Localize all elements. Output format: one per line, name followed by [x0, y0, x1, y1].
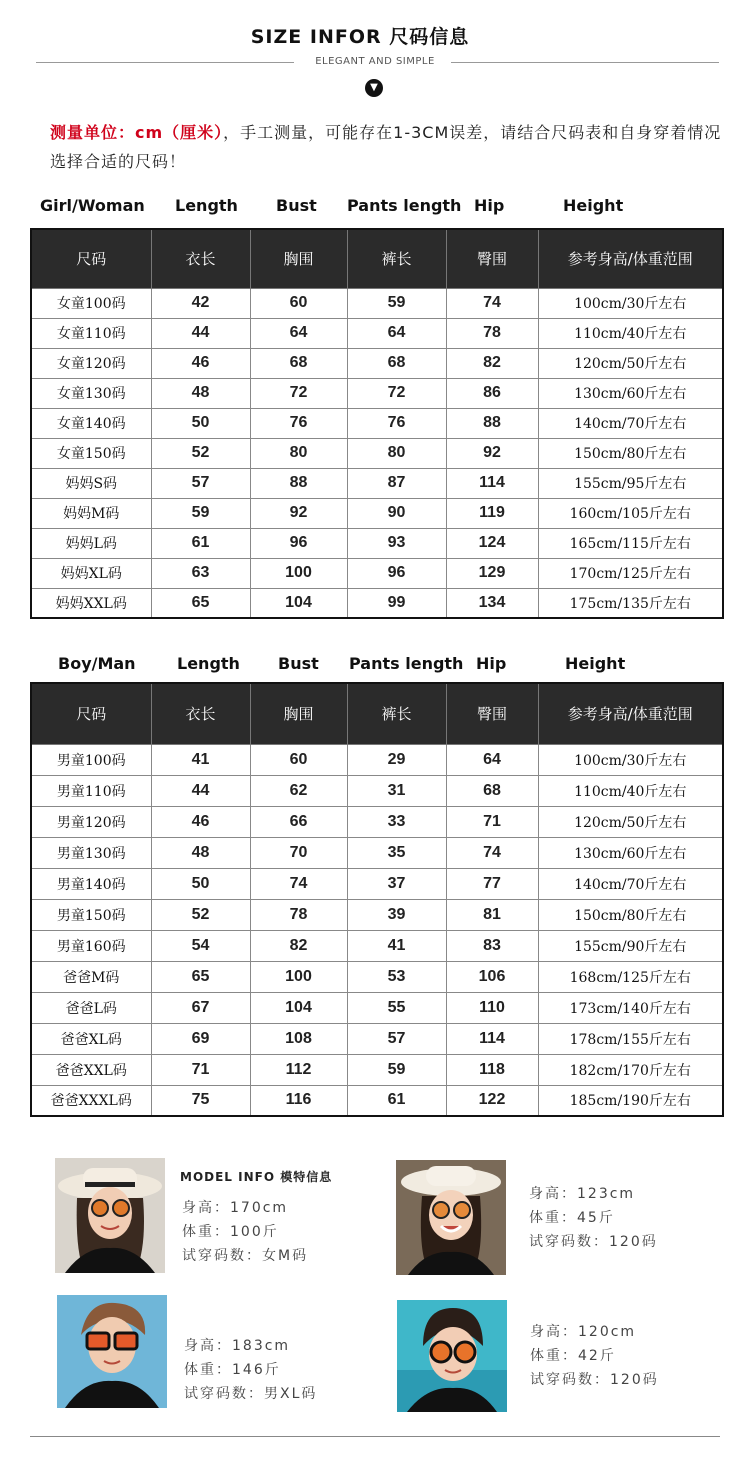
model-photo-man [57, 1295, 167, 1408]
measurement-cell: 71 [446, 806, 538, 837]
page-subtitle: ELEGANT AND SIMPLE [315, 56, 435, 67]
size-cell: 爸爸L码 [31, 992, 151, 1023]
measurement-cell: 42 [151, 288, 250, 318]
girl-label-bust: Bust [276, 196, 317, 215]
measurement-cell: 59 [151, 498, 250, 528]
measurement-cell: 92 [250, 498, 347, 528]
table-header-row [31, 683, 723, 744]
measurement-cell: 100 [250, 961, 347, 992]
size-cell: 爸爸XL码 [31, 1023, 151, 1054]
measurement-cell: 74 [446, 837, 538, 868]
boy-label-height: Height [565, 654, 626, 673]
reference-cell: 140cm/70斤左右 [538, 868, 723, 899]
measurement-cell: 76 [250, 408, 347, 438]
measurement-cell: 44 [151, 318, 250, 348]
column-header: 衣长 [151, 683, 250, 744]
reference-cell: 130cm/60斤左右 [538, 378, 723, 408]
table-row [31, 408, 723, 438]
table-row [31, 775, 723, 806]
size-cell: 妈妈M码 [31, 498, 151, 528]
boy-label-category: Boy/Man [58, 654, 136, 673]
measurement-cell: 82 [250, 930, 347, 961]
column-header: 衣长 [151, 229, 250, 288]
reference-cell: 150cm/80斤左右 [538, 899, 723, 930]
table-row [31, 468, 723, 498]
measurement-cell: 44 [151, 775, 250, 806]
size-cell: 女童150码 [31, 438, 151, 468]
column-header: 裤长 [347, 229, 446, 288]
size-cell: 女童140码 [31, 408, 151, 438]
column-header: 参考身高/体重范围 [538, 229, 723, 288]
reference-cell: 165cm/115斤左右 [538, 528, 723, 558]
measurement-cell: 81 [446, 899, 538, 930]
measurement-cell: 48 [151, 837, 250, 868]
measurement-cell: 66 [250, 806, 347, 837]
measurement-cell: 55 [347, 992, 446, 1023]
reference-cell: 185cm/190斤左右 [538, 1085, 723, 1116]
reference-cell: 160cm/105斤左右 [538, 498, 723, 528]
measurement-cell: 64 [347, 318, 446, 348]
size-cell: 妈妈XL码 [31, 558, 151, 588]
measurement-cell: 41 [151, 744, 250, 775]
column-header: 胸围 [250, 683, 347, 744]
measurement-cell: 39 [347, 899, 446, 930]
measurement-cell: 29 [347, 744, 446, 775]
size-cell: 爸爸M码 [31, 961, 151, 992]
measurement-cell: 99 [347, 588, 446, 618]
measurement-cell: 71 [151, 1054, 250, 1085]
table-row [31, 992, 723, 1023]
measurement-cell: 118 [446, 1054, 538, 1085]
model-weight: 体重：146斤 [184, 1362, 281, 1378]
column-header: 臀围 [446, 683, 538, 744]
column-header: 参考身高/体重范围 [538, 683, 723, 744]
girl-column-labels [30, 196, 722, 220]
table-header-row [31, 229, 723, 288]
model-size: 试穿码数：男XL码 [184, 1386, 318, 1402]
table-row [31, 868, 723, 899]
reference-cell: 130cm/60斤左右 [538, 837, 723, 868]
measurement-cell: 69 [151, 1023, 250, 1054]
size-cell: 男童100码 [31, 744, 151, 775]
measurement-cell: 96 [250, 528, 347, 558]
table-row [31, 744, 723, 775]
measurement-cell: 72 [347, 378, 446, 408]
table-row [31, 1085, 723, 1116]
table-row [31, 588, 723, 618]
measurement-cell: 119 [446, 498, 538, 528]
reference-cell: 150cm/80斤左右 [538, 438, 723, 468]
measurement-cell: 116 [250, 1085, 347, 1116]
reference-cell: 110cm/40斤左右 [538, 775, 723, 806]
boy-label-length: Length [177, 654, 240, 673]
boy-label-pants: Pants length [349, 654, 464, 673]
size-cell: 妈妈XXL码 [31, 588, 151, 618]
column-header: 尺码 [31, 683, 151, 744]
size-cell: 男童140码 [31, 868, 151, 899]
size-cell: 男童110码 [31, 775, 151, 806]
table-row [31, 961, 723, 992]
column-header: 尺码 [31, 229, 151, 288]
size-cell: 爸爸XXXL码 [31, 1085, 151, 1116]
size-cell: 女童100码 [31, 288, 151, 318]
column-header: 裤长 [347, 683, 446, 744]
measurement-cell: 76 [347, 408, 446, 438]
size-cell: 爸爸XXL码 [31, 1054, 151, 1085]
measurement-cell: 46 [151, 806, 250, 837]
boy-label-bust: Bust [278, 654, 319, 673]
reference-cell: 170cm/125斤左右 [538, 558, 723, 588]
girl-label-height: Height [563, 196, 624, 215]
model-height: 身高：183cm [184, 1338, 291, 1354]
reference-cell: 140cm/70斤左右 [538, 408, 723, 438]
measurement-cell: 64 [446, 744, 538, 775]
model-height: 身高：120cm [530, 1324, 637, 1340]
girl-size-table [30, 228, 724, 619]
measurement-cell: 96 [347, 558, 446, 588]
page-title: SIZE INFOR 尺码信息 [250, 26, 470, 48]
table-row [31, 806, 723, 837]
size-cell: 妈妈S码 [31, 468, 151, 498]
measurement-cell: 63 [151, 558, 250, 588]
boy-size-table [30, 682, 724, 1117]
table-row [31, 558, 723, 588]
size-cell: 男童120码 [31, 806, 151, 837]
model-height: 身高：170cm [182, 1200, 289, 1216]
reference-cell: 175cm/135斤左右 [538, 588, 723, 618]
girl-label-pants: Pants length [347, 196, 462, 215]
measurement-cell: 78 [446, 318, 538, 348]
table-row [31, 899, 723, 930]
table-row [31, 378, 723, 408]
model-size: 试穿码数：120码 [530, 1372, 659, 1388]
table-row [31, 318, 723, 348]
measurement-cell: 70 [250, 837, 347, 868]
measurement-note-text: ，手工测量，可能存在1-3CM误差，请结合尺码表和自身穿着情况选择合适的尺码！ [50, 123, 722, 171]
measurement-cell: 88 [446, 408, 538, 438]
measurement-cell: 93 [347, 528, 446, 558]
measurement-cell: 114 [446, 468, 538, 498]
table-row [31, 1054, 723, 1085]
measurement-cell: 112 [250, 1054, 347, 1085]
measurement-cell: 134 [446, 588, 538, 618]
measurement-cell: 65 [151, 961, 250, 992]
measurement-cell: 52 [151, 438, 250, 468]
measurement-cell: 54 [151, 930, 250, 961]
girl-label-hip: Hip [474, 196, 505, 215]
table-row [31, 348, 723, 378]
measurement-cell: 104 [250, 588, 347, 618]
reference-cell: 100cm/30斤左右 [538, 288, 723, 318]
measurement-cell: 92 [446, 438, 538, 468]
reference-cell: 155cm/90斤左右 [538, 930, 723, 961]
measurement-cell: 57 [151, 468, 250, 498]
measurement-cell: 59 [347, 1054, 446, 1085]
measurement-cell: 52 [151, 899, 250, 930]
reference-cell: 168cm/125斤左右 [538, 961, 723, 992]
measurement-cell: 124 [446, 528, 538, 558]
measurement-cell: 50 [151, 868, 250, 899]
table-row [31, 288, 723, 318]
reference-cell: 120cm/50斤左右 [538, 348, 723, 378]
measurement-cell: 50 [151, 408, 250, 438]
measurement-cell: 60 [250, 744, 347, 775]
measurement-cell: 48 [151, 378, 250, 408]
column-header: 胸围 [250, 229, 347, 288]
model-weight: 体重：42斤 [530, 1348, 616, 1364]
measurement-cell: 90 [347, 498, 446, 528]
measurement-cell: 83 [446, 930, 538, 961]
size-cell: 男童150码 [31, 899, 151, 930]
reference-cell: 100cm/30斤左右 [538, 744, 723, 775]
reference-cell: 178cm/155斤左右 [538, 1023, 723, 1054]
measurement-cell: 100 [250, 558, 347, 588]
size-cell: 女童110码 [31, 318, 151, 348]
measurement-cell: 74 [250, 868, 347, 899]
model-height: 身高：123cm [529, 1186, 636, 1202]
model-photo-woman [55, 1158, 165, 1273]
measurement-unit: 测量单位：cm（厘米） [50, 123, 224, 142]
measurement-cell: 80 [250, 438, 347, 468]
table-row [31, 1023, 723, 1054]
reference-cell: 110cm/40斤左右 [538, 318, 723, 348]
reference-cell: 155cm/95斤左右 [538, 468, 723, 498]
measurement-cell: 46 [151, 348, 250, 378]
measurement-cell: 59 [347, 288, 446, 318]
size-cell: 男童130码 [31, 837, 151, 868]
measurement-cell: 106 [446, 961, 538, 992]
girl-label-length: Length [175, 196, 238, 215]
measurement-cell: 129 [446, 558, 538, 588]
measurement-cell: 62 [250, 775, 347, 806]
measurement-cell: 114 [446, 1023, 538, 1054]
measurement-cell: 65 [151, 588, 250, 618]
measurement-cell: 78 [250, 899, 347, 930]
model-info-title: MODEL INFO 模特信息 [180, 1170, 333, 1184]
measurement-cell: 80 [347, 438, 446, 468]
model-info-man [184, 1334, 317, 1406]
model-info-girl [529, 1182, 658, 1254]
table-row [31, 498, 723, 528]
model-photo-boy [397, 1300, 507, 1412]
table-row [31, 528, 723, 558]
measurement-cell: 108 [250, 1023, 347, 1054]
measurement-cell: 86 [446, 378, 538, 408]
measurement-cell: 64 [250, 318, 347, 348]
measurement-cell: 41 [347, 930, 446, 961]
measurement-cell: 53 [347, 961, 446, 992]
reference-cell: 120cm/50斤左右 [538, 806, 723, 837]
measurement-cell: 77 [446, 868, 538, 899]
table-row [31, 438, 723, 468]
size-cell: 女童120码 [31, 348, 151, 378]
measurement-cell: 31 [347, 775, 446, 806]
measurement-cell: 67 [151, 992, 250, 1023]
chevron-down-icon: ▼ [365, 79, 383, 97]
measurement-cell: 61 [347, 1085, 446, 1116]
model-weight: 体重：100斤 [182, 1224, 279, 1240]
measurement-cell: 33 [347, 806, 446, 837]
measurement-cell: 110 [446, 992, 538, 1023]
measurement-note [50, 118, 730, 176]
model-size: 试穿码数：女M码 [182, 1248, 309, 1264]
size-cell: 妈妈L码 [31, 528, 151, 558]
model-weight: 体重：45斤 [529, 1210, 615, 1226]
measurement-cell: 61 [151, 528, 250, 558]
model-size: 试穿码数：120码 [529, 1234, 658, 1250]
boy-column-labels [30, 654, 722, 678]
measurement-cell: 74 [446, 288, 538, 318]
bottom-divider [30, 1436, 720, 1437]
measurement-cell: 68 [446, 775, 538, 806]
measurement-cell: 104 [250, 992, 347, 1023]
size-cell: 男童160码 [31, 930, 151, 961]
measurement-cell: 68 [347, 348, 446, 378]
girl-label-category: Girl/Woman [40, 196, 145, 215]
measurement-cell: 68 [250, 348, 347, 378]
model-info-boy [530, 1320, 659, 1392]
table-row [31, 930, 723, 961]
model-photo-girl [396, 1160, 506, 1275]
measurement-cell: 57 [347, 1023, 446, 1054]
measurement-cell: 88 [250, 468, 347, 498]
reference-cell: 182cm/170斤左右 [538, 1054, 723, 1085]
measurement-cell: 82 [446, 348, 538, 378]
measurement-cell: 122 [446, 1085, 538, 1116]
measurement-cell: 75 [151, 1085, 250, 1116]
column-header: 臀围 [446, 229, 538, 288]
reference-cell: 173cm/140斤左右 [538, 992, 723, 1023]
measurement-cell: 60 [250, 288, 347, 318]
table-row [31, 837, 723, 868]
boy-label-hip: Hip [476, 654, 507, 673]
model-info-woman [182, 1196, 308, 1268]
measurement-cell: 72 [250, 378, 347, 408]
measurement-cell: 87 [347, 468, 446, 498]
measurement-cell: 37 [347, 868, 446, 899]
size-cell: 女童130码 [31, 378, 151, 408]
measurement-cell: 35 [347, 837, 446, 868]
